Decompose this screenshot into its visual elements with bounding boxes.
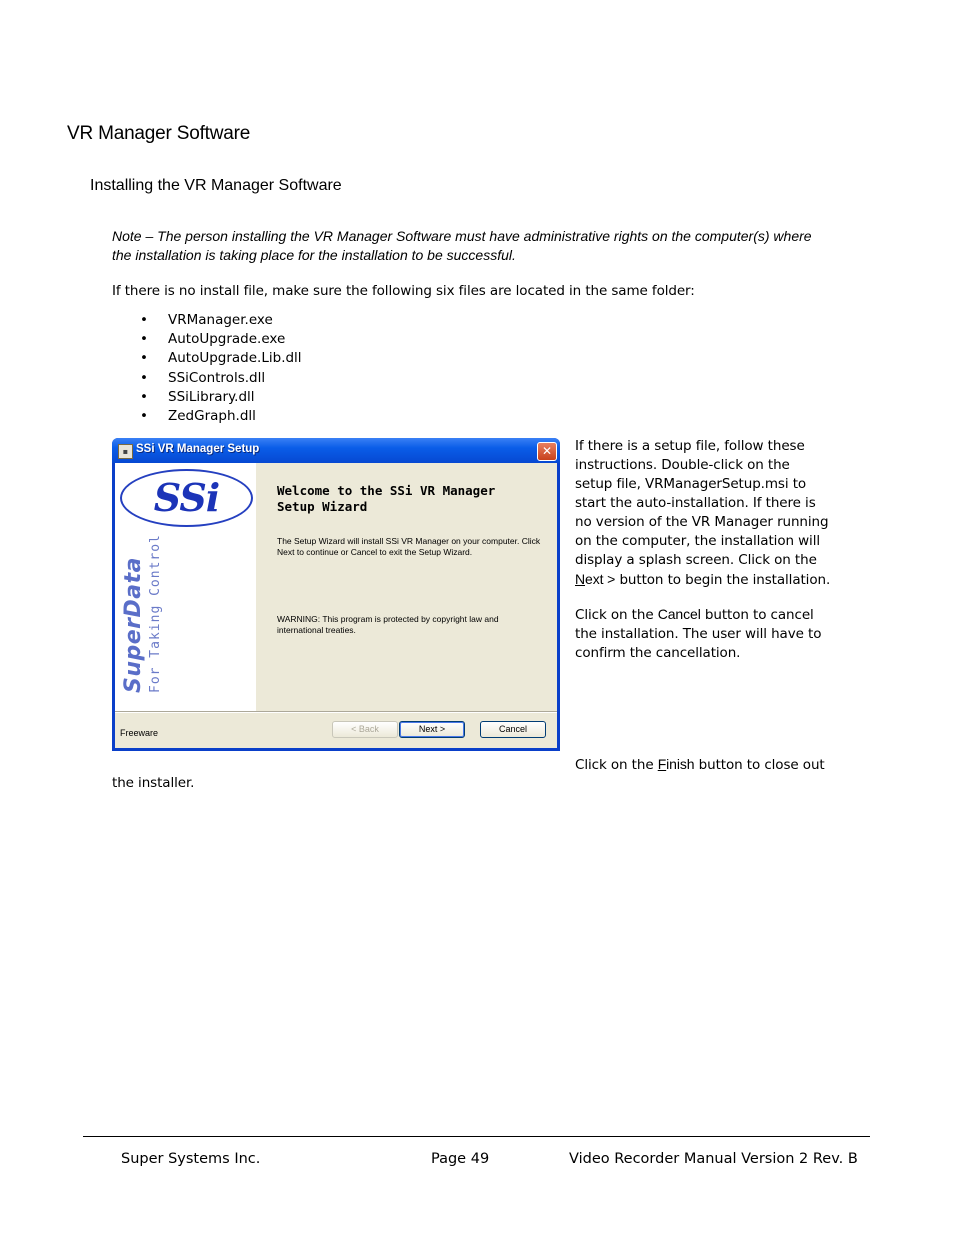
bullet-icon: •: [140, 331, 148, 348]
freeware-label: Freeware: [120, 728, 159, 738]
finish-button-ref: F: [657, 756, 667, 772]
footer-company: Super Systems Inc.: [121, 1151, 261, 1167]
close-button[interactable]: ✕: [537, 442, 557, 461]
next-button-ref: N: [575, 571, 586, 587]
footer-manual-title: Video Recorder Manual Version 2 Rev. B: [569, 1151, 858, 1167]
back-button[interactable]: < Back: [332, 721, 398, 738]
bullet-icon: •: [140, 350, 148, 367]
list-item: • AutoUpgrade.Lib.dll: [140, 350, 302, 367]
cancel-button[interactable]: Cancel: [480, 721, 546, 738]
list-item: • VRManager.exe: [140, 312, 273, 328]
bullet-icon: •: [140, 312, 148, 328]
file-list: [140, 311, 302, 426]
cancel-button-ref: Cancel: [657, 606, 701, 622]
footer-rule: [83, 1136, 870, 1137]
finish-instructions-cont: the installer.: [112, 775, 195, 791]
section-heading: Installing the VR Manager Software: [90, 177, 342, 194]
installer-icon: ▪: [118, 444, 133, 459]
setup-dialog: [112, 438, 560, 751]
dialog-title: SSi VR Manager Setup: [136, 443, 260, 455]
list-item: • AutoUpgrade.exe: [140, 331, 286, 348]
cancel-instructions: Click on the Cancel button to cancel the installation. The user will have to confirm the cancellation.: [575, 606, 822, 661]
branding-panel: [115, 463, 256, 711]
welcome-title: Welcome to the SSi VR Manager Setup Wizard: [277, 483, 496, 514]
divider: [115, 711, 557, 713]
admin-rights-note: Note – The person installing the VR Manager Software must have administrative rights on the computer(s) where the installation is taking place for the installation to be successful.: [112, 228, 812, 263]
finish-instructions: Click on the Finish button to close out: [575, 756, 825, 773]
welcome-panel: [256, 463, 557, 711]
list-item: • SSiLibrary.dll: [140, 388, 255, 405]
bullet-icon: •: [140, 407, 148, 424]
dialog-titlebar: [112, 438, 560, 463]
ssi-logo: SSi: [120, 469, 253, 527]
list-item: • SSiControls.dll: [140, 369, 266, 386]
list-item: • ZedGraph.dll: [140, 407, 256, 424]
dialog-client-area: [115, 463, 557, 748]
setup-instructions: If there is a setup file, follow these instructions. Double-click on the setup file, VRManagerSetup.msi to start the auto-installation. If there is no version of the VR Manager running on the computer, the installation will display a splash screen. Click on the Next > button to begin the installation.: [575, 438, 831, 588]
wizard-description: The Setup Wizard will install SSi VR Manager on your computer. Click Next to continue or Cancel to exit the Setup Wizard.: [277, 536, 541, 557]
next-button[interactable]: Next >: [399, 721, 465, 738]
superdata-brand: SuperData For Taking Control: [121, 534, 163, 693]
page-heading: VR Manager Software: [67, 123, 251, 144]
intro-text: If there is no install file, make sure the following six files are located in the same folder:: [112, 283, 695, 299]
bullet-icon: •: [140, 388, 148, 405]
bullet-icon: •: [140, 369, 148, 386]
footer-page-number: Page 49: [431, 1151, 490, 1167]
copyright-warning: WARNING: This program is protected by copyright law and international treaties.: [277, 614, 499, 635]
